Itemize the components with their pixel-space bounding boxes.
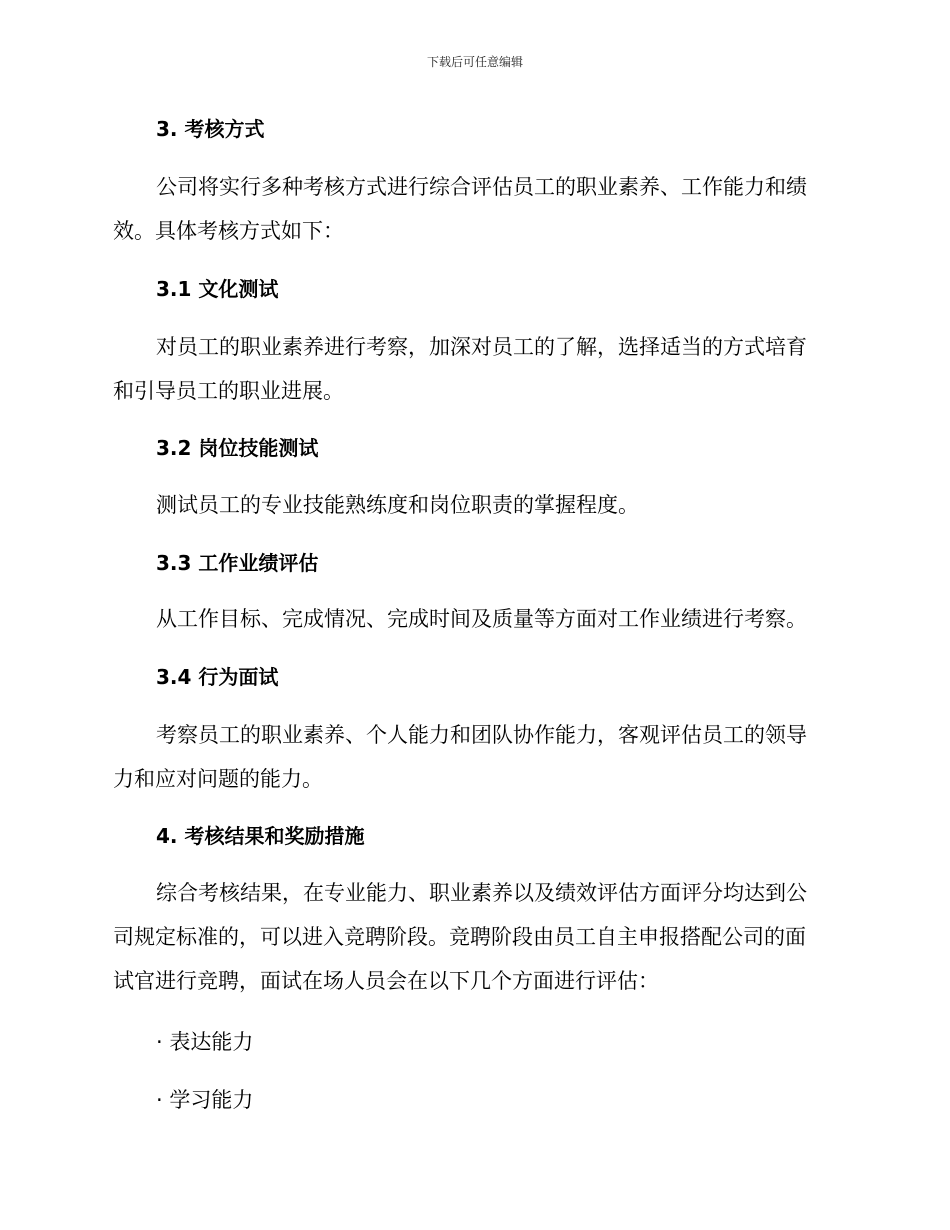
page-header-note: 下载后可任意编辑	[426, 55, 523, 69]
paragraph-line: 力和应对问题的能力。	[113, 767, 323, 791]
paragraph-line: 测试员工的专业技能熟练度和岗位职责的掌握程度。	[156, 493, 639, 517]
bullet-item: · 表达能力	[156, 1030, 254, 1054]
paragraph-line: 综合考核结果，在专业能力、职业素养以及绩效评估方面评分均达到公	[156, 881, 807, 905]
paragraph-line: 试官进行竞聘，面试在场人员会在以下几个方面进行评估：	[113, 969, 659, 993]
section-heading-3-2: 3.2 岗位技能测试	[156, 436, 319, 460]
paragraph-line: 效。具体考核方式如下：	[113, 219, 344, 243]
paragraph-line: 司规定标准的，可以进入竞聘阶段。竞聘阶段由员工自主申报搭配公司的面	[113, 925, 806, 949]
section-heading-4: 4. 考核结果和奖励措施	[156, 824, 365, 848]
section-3-intro	[113, 165, 837, 253]
section-4-body	[113, 871, 837, 1003]
section-heading-3-3: 3.3 工作业绩评估	[156, 551, 319, 575]
section-heading-3: 3. 考核方式	[156, 117, 265, 141]
section-heading-3-4: 3.4 行为面试	[156, 665, 279, 689]
section-3-1-body	[113, 325, 837, 413]
paragraph-line: 从工作目标、完成情况、完成时间及质量等方面对工作业绩进行考察。	[156, 607, 807, 631]
section-3-4-body	[113, 713, 837, 801]
paragraph-line: 对员工的职业素养进行考察，加深对员工的了解，选择适当的方式培育	[156, 335, 807, 359]
section-3-3-body	[113, 597, 837, 641]
paragraph-line: 公司将实行多种考核方式进行综合评估员工的职业素养、工作能力和绩	[156, 175, 807, 199]
section-3-2-body	[113, 483, 837, 527]
bullet-item: · 学习能力	[156, 1088, 254, 1112]
paragraph-line: 考察员工的职业素养、个人能力和团队协作能力，客观评估员工的领导	[156, 723, 807, 747]
paragraph-line: 和引导员工的职业进展。	[113, 379, 344, 403]
section-heading-3-1: 3.1 文化测试	[156, 277, 279, 301]
